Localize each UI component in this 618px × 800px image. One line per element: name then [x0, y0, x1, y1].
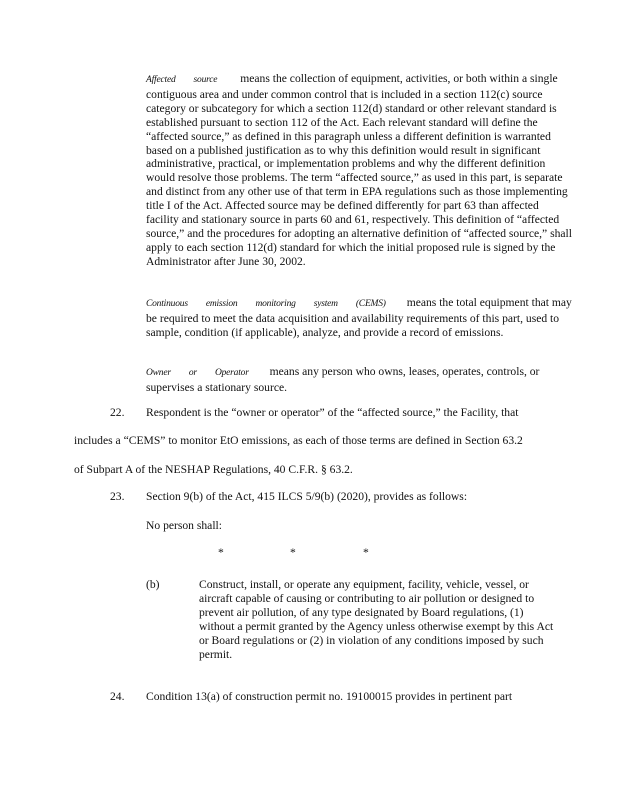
definition-text: means any person who owns, leases, operates, controls, or supervises a stationary source. [146, 365, 540, 394]
definition-term: Affected source [146, 75, 218, 85]
paragraph-number: 23. [110, 490, 125, 503]
paragraph-22-line-1: Respondent is the “owner or operator” of the “affected source,” the Facility, that [146, 406, 519, 419]
paragraph-22-line-2: includes a “CEMS” to monitor EtO emissions, as each of those terms are defined in Section 63.2 [74, 434, 523, 447]
paragraph-number: 22. [110, 406, 125, 419]
quote-item-text: Construct, install, or operate any equipment, facility, vehicle, vessel, or aircraft capable of causing or contributing to air pollution or designed to prevent air pollution, of any type designated by Board regulations, (1) without a permit granted by the Agency unless otherwise exempt by this Act or Board regulations or (2) in violation of any conditions imposed by such permit. [199, 578, 554, 661]
definition-text: means the total equipment that may be required to meet the data acquisition and availability requirements of this part, used to sample, condition (if applicable), analyze, and provide a record of emissions. [146, 296, 572, 339]
paragraph-22-line-3: of Subpart A of the NESHAP Regulations, 40 C.F.R. § 63.2. [74, 463, 353, 476]
definition-text: means the collection of equipment, activities, or both within a single contiguous area and under common control that is included in a section 112(c) source category or subcategory for which a section 112(d) standard or other relevant standard is established pursuant to section 112 of the Act. Each relevant standard will define the “affected source,” as defined in this paragraph unless a different definition is warranted based on a published justification as to why this definition would result in significant administrative, practical, or implementation problems and why the different definition would resolve those problems. The term “affected source,” as used in this part, is separate and distinct from any other use of that term in EPA regulations such as those implementing title I of the Act. Affected source may be defined differently for part 63 than affected facility and stationary source in parts 60 and 61, respectively. This definition of “affected source,” and the procedures for adopting an alternative definition of “affected source,” shall apply to each section 112(d) standard for which the initial proposed rule is signed by the Administrator after June 30, 2002. [146, 72, 572, 268]
definition-term: Continuous emission monitoring system (CEMS) [146, 299, 386, 309]
definition-term: Owner or Operator [146, 368, 249, 378]
definition-affected-source [146, 72, 574, 269]
quote-item-label: (b) [146, 578, 160, 591]
definition-cems [146, 296, 574, 340]
ellipsis-star: * [363, 546, 369, 559]
ellipsis-star: * [290, 546, 296, 559]
paragraph-24-line-1: Condition 13(a) of construction permit no. 19100015 provides in pertinent part [146, 690, 513, 703]
paragraph-23-line-1: Section 9(b) of the Act, 415 ILCS 5/9(b) (2020), provides as follows: [146, 490, 468, 503]
definition-owner-operator [146, 365, 574, 395]
ellipsis-star: * [218, 546, 224, 559]
paragraph-23-intro: No person shall: [146, 519, 222, 532]
paragraph-number: 24. [110, 690, 125, 703]
